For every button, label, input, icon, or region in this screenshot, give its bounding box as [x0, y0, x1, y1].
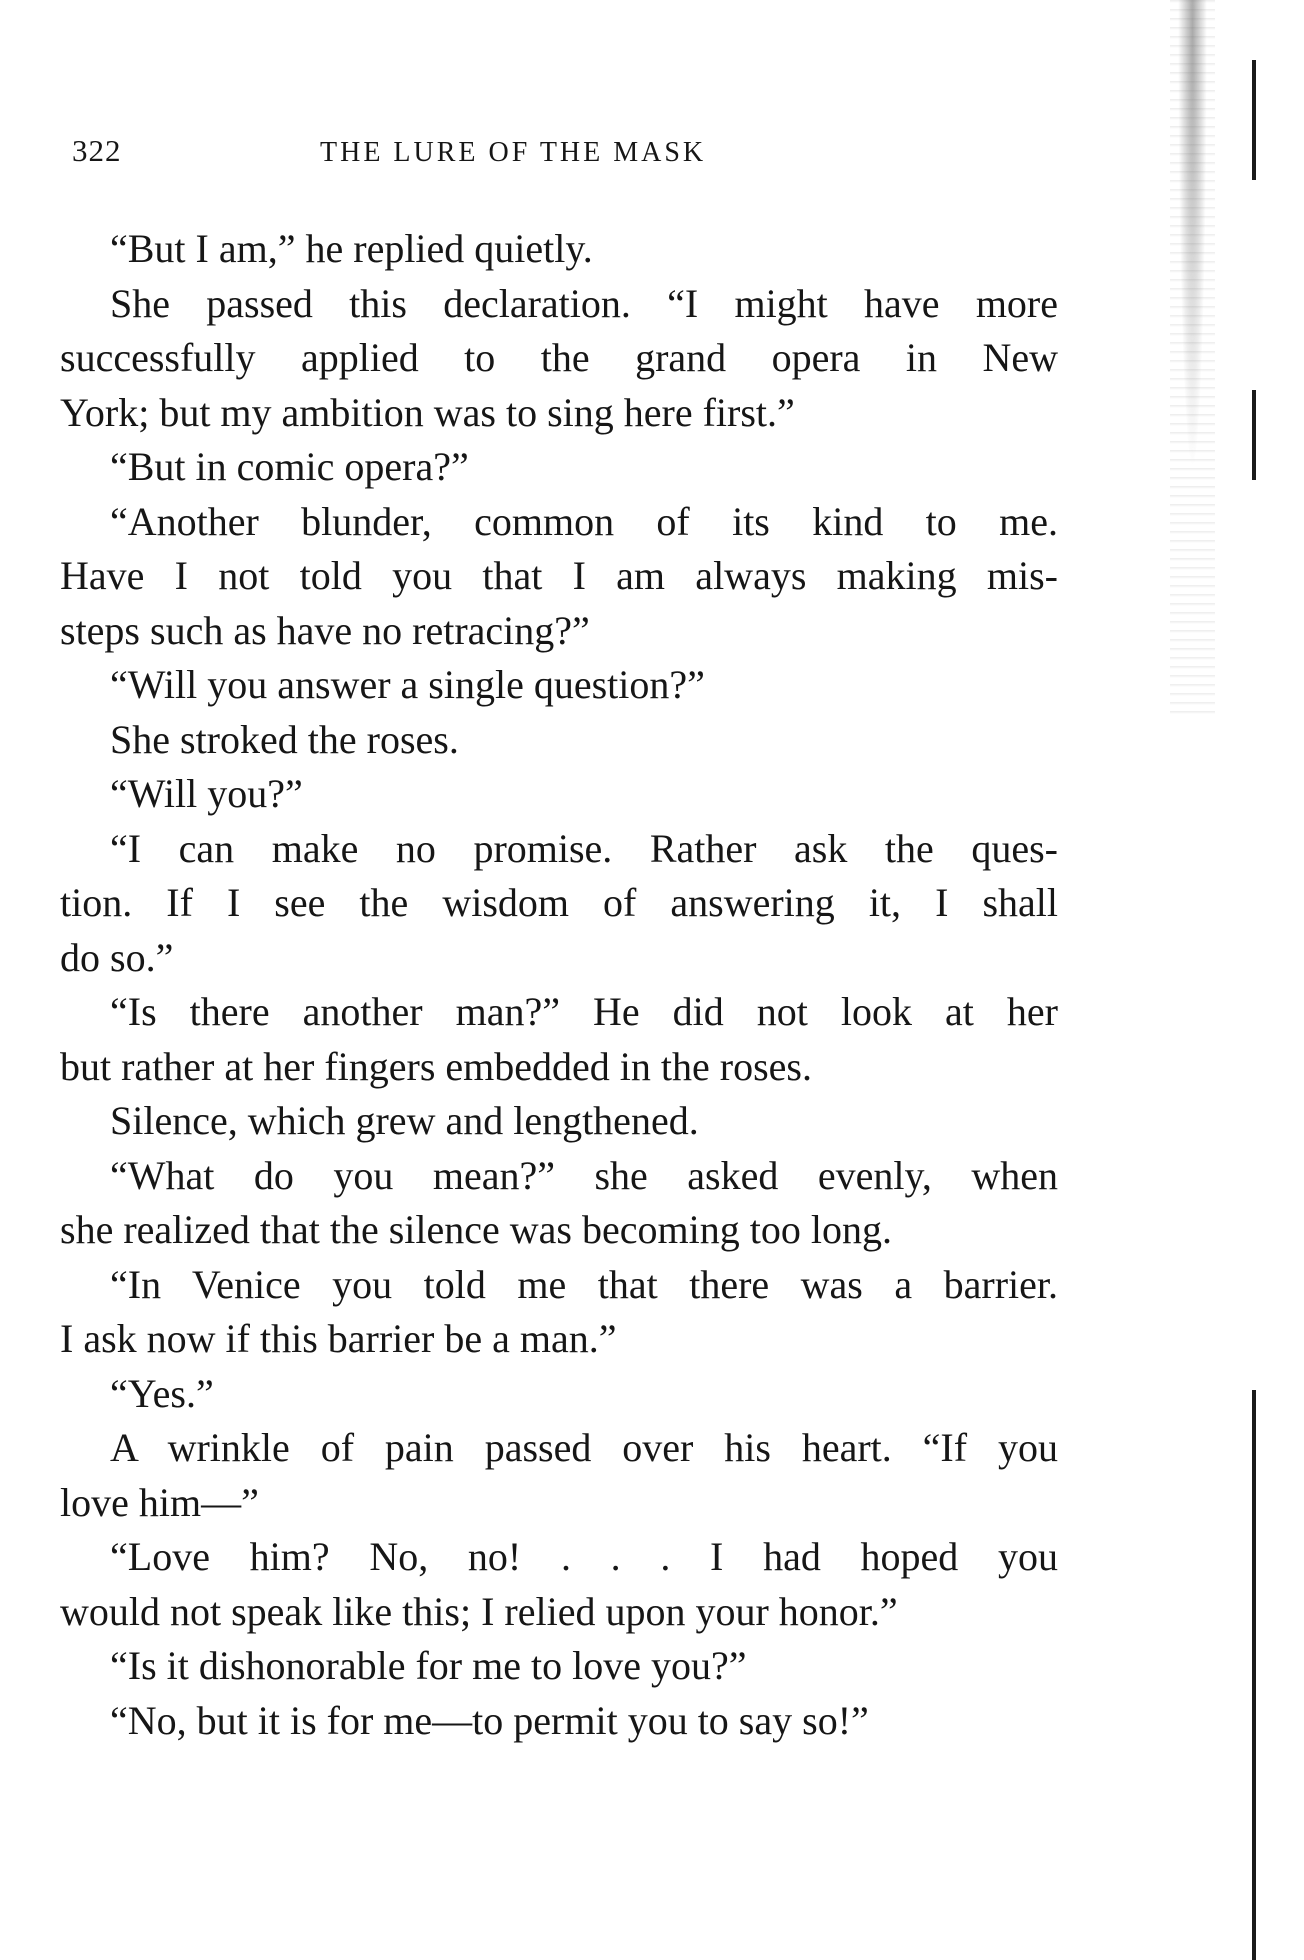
text-line: “But I am,” he replied quietly. [110, 226, 593, 271]
text-line: She passed this declaration. “I might have more [110, 280, 1058, 326]
scan-edge-smudge [1170, 0, 1215, 720]
body-text [60, 222, 1058, 1748]
text-line: “Yes.” [110, 1370, 214, 1416]
text-line: “But in comic opera?” [110, 444, 469, 489]
text-line: “What do you mean?” she asked evenly, when [110, 1152, 1058, 1198]
running-head [68, 133, 1058, 173]
text-line: steps such as have no retracing?” [60, 607, 590, 653]
text-line: Have I not told you that I am always making mis- [60, 553, 1058, 598]
text-line: “Is it dishonorable for me to love you?” [110, 1643, 747, 1688]
text-line: love him—” [60, 1479, 259, 1525]
text-line: “Will you answer a single question?” [110, 662, 705, 707]
text-line: “No, but it is for me—to permit you to say so!” [110, 1697, 869, 1743]
text-line: successfully applied to the grand opera in New [60, 335, 1058, 380]
page-edge-line [1252, 1390, 1256, 1960]
text-line: she realized that the silence was becoming too long. [60, 1207, 892, 1252]
text-line: tion. If I see the wisdom of answering it, I shall [60, 880, 1058, 925]
text-line: Silence, which grew and lengthened. [110, 1098, 699, 1143]
text-line: She stroked the roses. [110, 716, 459, 762]
text-line: “I can make no promise. Rather ask the ques- [110, 825, 1058, 871]
running-title: THE LURE OF THE MASK [320, 137, 707, 168]
text-line: “Another blunder, common of its kind to me. [110, 498, 1058, 544]
page-number: 322 [72, 133, 122, 168]
page-edge-line [1252, 60, 1256, 180]
text-line: “Love him? No, no! . . . I had hoped you [110, 1534, 1058, 1579]
text-line: “In Venice you told me that there was a barrier. [110, 1261, 1058, 1307]
page-edge-line [1252, 390, 1256, 480]
text-line: do so.” [60, 934, 174, 980]
text-line: A wrinkle of pain passed over his heart. “If you [110, 1425, 1058, 1470]
text-line: “Is there another man?” He did not look at her [110, 989, 1058, 1034]
text-line: would not speak like this; I relied upon your honor.” [60, 1588, 898, 1634]
text-line: I ask now if this barrier be a man.” [60, 1316, 617, 1361]
text-line: “Will you?” [110, 771, 303, 816]
text-line: but rather at her fingers embedded in the roses. [60, 1043, 812, 1089]
text-line: York; but my ambition was to sing here first.” [60, 389, 795, 435]
